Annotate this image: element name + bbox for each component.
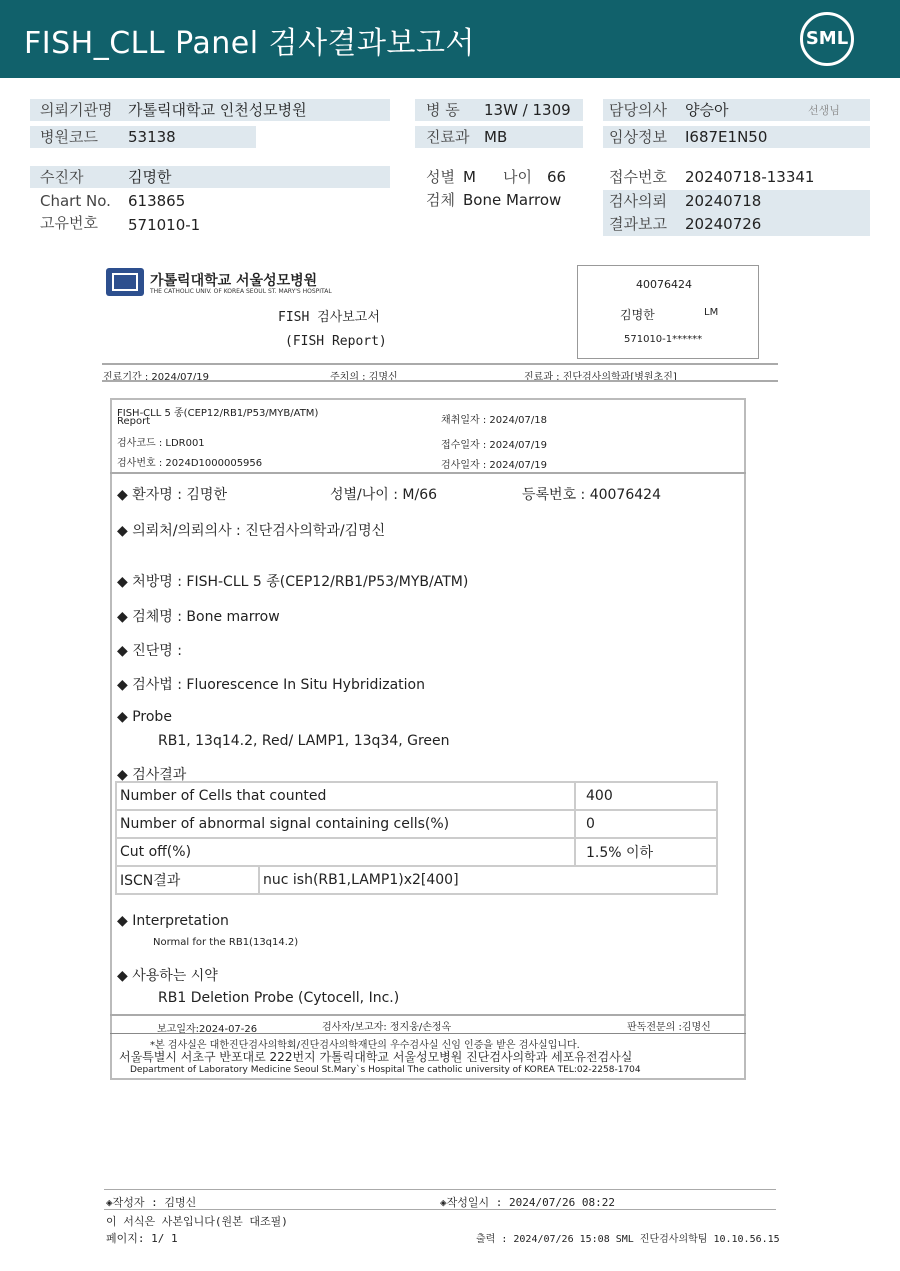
box-lm: LM bbox=[704, 307, 719, 318]
written-time: ◈작성일시 : 2024/07/26 08:22 bbox=[440, 1196, 615, 1209]
box-id: 571010-1****** bbox=[624, 334, 703, 345]
ward-value: 13W / 1309 bbox=[484, 101, 571, 119]
table-row bbox=[116, 810, 717, 838]
interp-text: Normal for the RB1(13q14.2) bbox=[153, 937, 299, 948]
top-rule bbox=[102, 363, 778, 365]
request-value: 20240718 bbox=[685, 192, 762, 210]
clinical-label: 임상정보 bbox=[609, 128, 667, 146]
cert-note: *본 검사실은 대한진단검사의학회/진단검사의학재단의 우수검사실 신임 인증을 받은 검사실입니다. bbox=[150, 1040, 580, 1051]
patient-label: 수진자 bbox=[40, 168, 84, 186]
box-reg: 40076424 bbox=[636, 278, 692, 291]
author: ◈작성자 : 김명신 bbox=[106, 1196, 197, 1209]
age-label: 나이 bbox=[503, 168, 532, 186]
table-row bbox=[116, 782, 717, 810]
exam-date: 검사일자 : 2024/07/19 bbox=[441, 460, 548, 471]
test-no: 검사번호 : 2024D1000005956 bbox=[117, 458, 263, 469]
patient-row bbox=[30, 166, 390, 188]
logo-text: SML bbox=[805, 28, 849, 49]
chart-label: Chart No. bbox=[40, 192, 111, 210]
sex-label: 성별 bbox=[426, 168, 455, 186]
doctor-label: 담당의사 bbox=[609, 101, 667, 119]
cert-rule bbox=[110, 1033, 746, 1034]
probe-title: ◆ Probe bbox=[117, 709, 172, 725]
report-label: 결과보고 bbox=[609, 215, 667, 233]
clinical-value: I687E1N50 bbox=[685, 128, 768, 146]
receive-date: 접수일자 : 2024/07/19 bbox=[441, 440, 548, 451]
report-title-ko: FISH 검사보고서 bbox=[278, 310, 380, 325]
patient-value: 김명한 bbox=[128, 168, 172, 186]
age-value: 66 bbox=[547, 168, 567, 186]
footer-top-rule bbox=[104, 1189, 776, 1190]
table-row bbox=[116, 866, 717, 894]
hospital-name: 가톨릭대학교 서울성모병원 bbox=[150, 273, 318, 289]
referrer-line: ◆ 의뢰처/의뢰의사 : 진단검사의학과/김명신 bbox=[117, 523, 386, 539]
test-name: FISH-CLL 5 종(CEP12/RB1/P53/MYB/ATM) bbox=[117, 408, 319, 419]
report-value: 20240726 bbox=[685, 215, 762, 233]
header-banner bbox=[0, 0, 900, 78]
result-label: Cut off(%) bbox=[116, 838, 575, 866]
hospital-logo-mark bbox=[112, 273, 138, 291]
hospcode-label: 병원코드 bbox=[40, 128, 98, 146]
body-rule bbox=[110, 472, 746, 474]
doctor-value: 양승아 bbox=[685, 101, 729, 119]
result-value: 400 bbox=[575, 782, 717, 810]
specialist: 판독전문의 :김명신 bbox=[627, 1022, 711, 1033]
receipt-label: 접수번호 bbox=[609, 168, 667, 186]
sign-rule bbox=[110, 1014, 746, 1016]
doctor-suffix: 선생님 bbox=[808, 104, 840, 117]
table-row bbox=[116, 838, 717, 866]
ward-label: 병 동 bbox=[426, 101, 460, 119]
result-table bbox=[115, 781, 718, 895]
iscn-value: nuc ish(RB1,LAMP1)x2[400] bbox=[259, 866, 717, 894]
result-value: 1.5% 이하 bbox=[575, 838, 717, 866]
dept-line: 진료과 : 진단검사의학과[병원초진] bbox=[524, 372, 677, 383]
interp-title: ◆ Interpretation bbox=[117, 913, 229, 929]
examiner: 검사자/보고자: 정지웅/손정옥 bbox=[322, 1022, 452, 1033]
copy-note: 이 서식은 사본입니다(원본 대조필) bbox=[106, 1215, 288, 1228]
result-label: Number of Cells that counted bbox=[116, 782, 575, 810]
specimen-line: ◆ 검체명 : Bone marrow bbox=[117, 609, 280, 625]
address-en: Department of Laboratory Medicine Seoul St.Mary`s Hospital The catholic university of KOREA TEL:02-2258-1704 bbox=[130, 1065, 641, 1075]
address: 서울특별시 서초구 반포대로 222번지 가톨릭대학교 서울성모병원 진단검사의학과 세포유전검사실 bbox=[119, 1050, 633, 1064]
diagnosis-line: ◆ 진단명 : bbox=[117, 643, 182, 659]
result-label: Number of abnormal signal containing cells(%) bbox=[116, 810, 575, 838]
specimen-value: Bone Marrow bbox=[463, 191, 562, 209]
specimen-label: 검체 bbox=[426, 191, 455, 209]
hospital-sub: THE CATHOLIC UNIV. OF KOREA SEOUL ST. MARY'S HOSPITAL bbox=[150, 288, 332, 295]
dept-label: 진료과 bbox=[426, 128, 470, 146]
reg-line: 등록번호 : 40076424 bbox=[522, 487, 661, 503]
attending: 주치의 : 김명신 bbox=[330, 372, 398, 383]
sml-logo bbox=[800, 12, 854, 66]
sex-value: M bbox=[463, 168, 476, 186]
uid-label: 고유번호 bbox=[40, 214, 98, 232]
uid-value: 571010-1 bbox=[128, 216, 201, 234]
reagent-text: RB1 Deletion Probe (Cytocell, Inc.) bbox=[158, 990, 400, 1006]
hospcode-value: 53138 bbox=[128, 128, 176, 146]
period: 진료기간 : 2024/07/19 bbox=[103, 372, 210, 383]
chart-value: 613865 bbox=[128, 192, 186, 210]
patient-line: ◆ 환자명 : 김명한 bbox=[117, 487, 227, 503]
page-number: 페이지: 1/ 1 bbox=[106, 1232, 178, 1245]
page-title: FISH_CLL Panel 검사결과보고서 bbox=[24, 26, 475, 61]
report-title-en: (FISH Report) bbox=[285, 334, 387, 349]
probe-text: RB1, 13q14.2, Red/ LAMP1, 13q34, Green bbox=[158, 733, 450, 749]
print-info: 출력 : 2024/07/26 15:08 SML 진단검사의학팀 10.10.56.15 bbox=[476, 1234, 780, 1245]
receipt-value: 20240718-13341 bbox=[685, 168, 815, 186]
dept-value: MB bbox=[484, 128, 508, 146]
box-name: 김명한 bbox=[620, 308, 655, 322]
test-code: 검사코드 : LDR001 bbox=[117, 438, 205, 449]
reagent-title: ◆ 사용하는 시약 bbox=[117, 968, 218, 984]
prescription-line: ◆ 처방명 : FISH-CLL 5 종(CEP12/RB1/P53/MYB/ATM) bbox=[117, 574, 469, 590]
collect-date: 채취일자 : 2024/07/18 bbox=[441, 415, 548, 426]
sexage-line: 성별/나이 : M/66 bbox=[330, 487, 438, 503]
inst-value: 가톨릭대학교 인천성모병원 bbox=[128, 101, 307, 119]
method-line: ◆ 검사법 : Fluorescence In Situ Hybridization bbox=[117, 677, 425, 693]
result-title: ◆ 검사결과 bbox=[117, 767, 187, 783]
result-value: 0 bbox=[575, 810, 717, 838]
request-label: 검사의뢰 bbox=[609, 192, 667, 210]
test-name-2: Report bbox=[117, 416, 151, 427]
report-date: 보고일자:2024-07-26 bbox=[157, 1024, 258, 1035]
inst-label: 의뢰기관명 bbox=[40, 101, 113, 119]
footer-mid-rule bbox=[104, 1209, 776, 1210]
second-rule bbox=[102, 380, 778, 382]
iscn-label: ISCN결과 bbox=[116, 866, 259, 894]
